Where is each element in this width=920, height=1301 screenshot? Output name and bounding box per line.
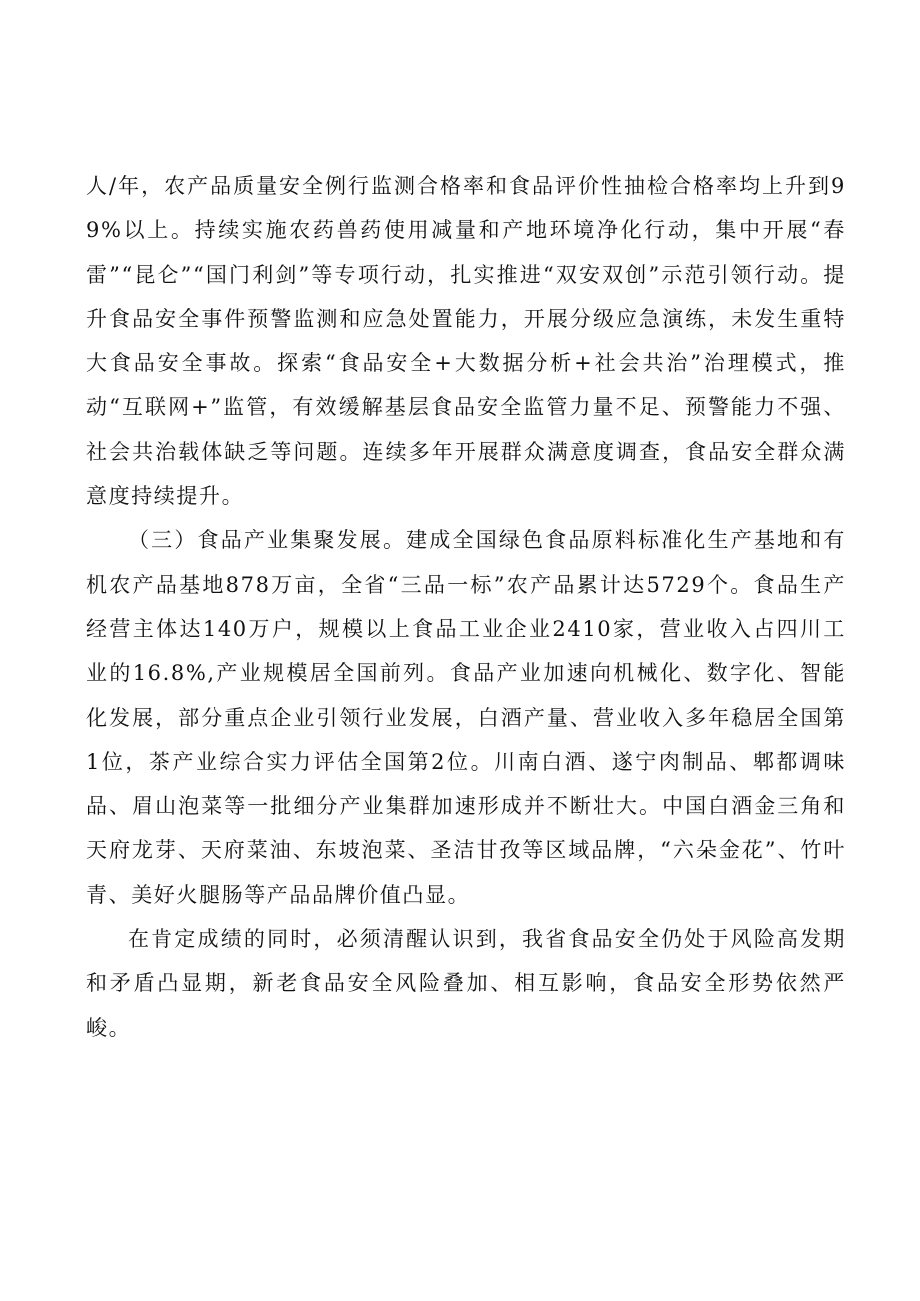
paragraph-food-safety-supervision: 人/年，农产品质量安全例行监测合格率和食品评价性抽检合格率均上升到99%以上。持续实施农药兽药使用减量和产地环境净化行动，集中开展“春雷”“昆仑”“国门利剑”等专项行动，扎实推进“双安双创”示范引领行动。提升食品安全事件预警监测和应急处置能力，开展分级应急演练，未发生重特大食品安全事故。探索“食品安全+大数据分析+社会共治”治理模式，推动“互联网+”监管，有效缓解基层食品安全监管力量不足、预警能力不强、社会共治载体缺乏等问题。连续多年开展群众满意度调查，食品安全群众满意度持续提升。 — [86, 174, 846, 509]
paragraph-risk-assessment: 在肯定成绩的同时，必须清醒认识到，我省食品安全仍处于风险高发期和矛盾凸显期，新老食品安全风险叠加、相互影响，食品安全形势依然严峻。 — [86, 927, 846, 1040]
paragraph-food-industry-development: （三）食品产业集聚发展。建成全国绿色食品原料标准化生产基地和有机农产品基地878万亩，全省“三品一标”农产品累计达5729个。食品生产经营主体达140万户，规模以上食品工业企业2410家，营业收入占四川工业的16.8%,产业规模居全国前列。食品产业加速向机械化、数字化、智能化发展，部分重点企业引领行业发展，白酒产量、营业收入多年稳居全国第1位，茶产业综合实力评估全国第2位。川南白酒、遂宁肉制品、郫都调味品、眉山泡菜等一批细分产业集群加速形成并不断壮大。中国白酒金三角和天府龙芽、天府菜油、东坡泡菜、圣洁甘孜等区域品牌，“六朵金花”、竹叶青、美好火腿肠等产品品牌价值凸显。 — [86, 528, 846, 907]
document-body — [86, 164, 846, 1050]
